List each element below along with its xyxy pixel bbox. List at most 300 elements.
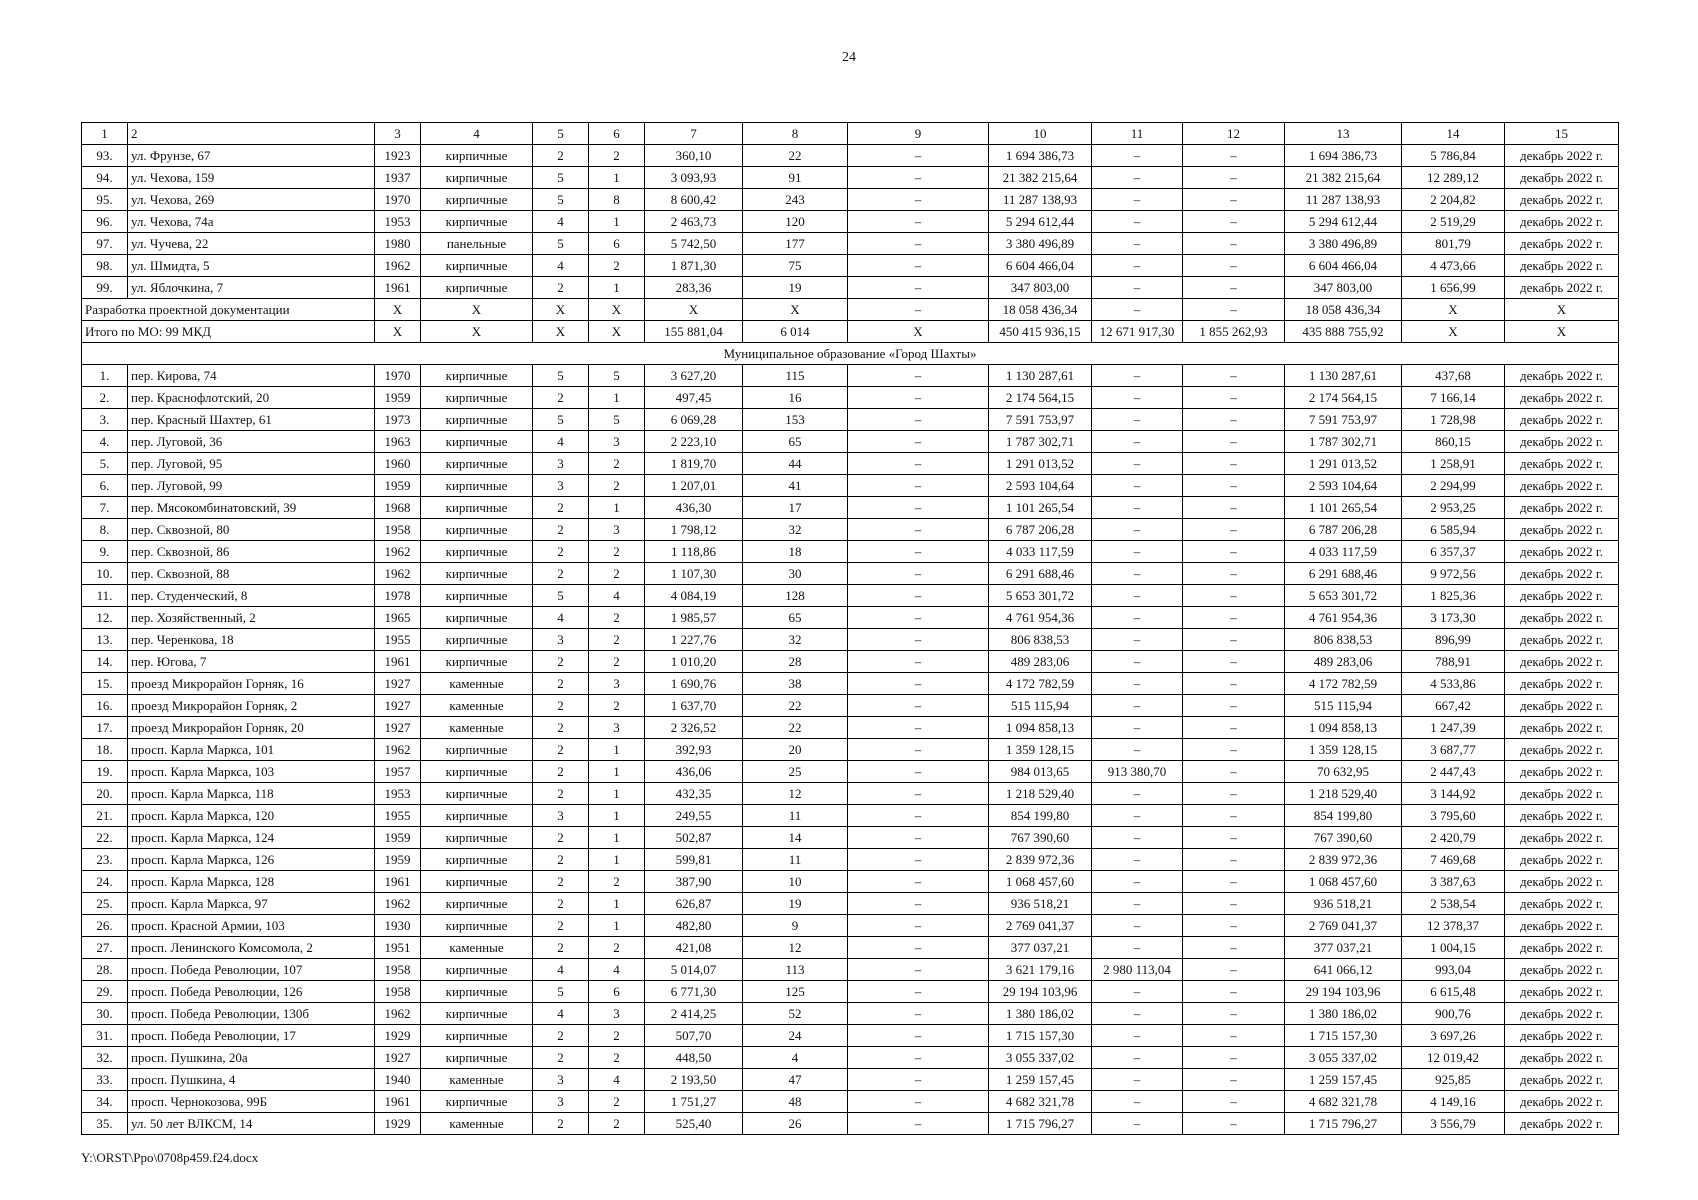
- table-cell-col-15: декабрь 2022 г.: [1505, 893, 1619, 915]
- table-cell-col-6: 2: [589, 937, 645, 959]
- table-cell-col-3: 1959: [375, 387, 421, 409]
- table-cell-col-12: –: [1183, 211, 1285, 233]
- table-cell-col-10: 347 803,00: [989, 277, 1092, 299]
- table-cell-col-15: декабрь 2022 г.: [1505, 387, 1619, 409]
- table-cell-col-1: 98.: [82, 255, 128, 277]
- table-cell-col-1: 5.: [82, 453, 128, 475]
- table-cell-col-3: 1953: [375, 783, 421, 805]
- table-cell-col-13: 11 287 138,93: [1285, 189, 1402, 211]
- table-cell-col-9: –: [848, 607, 989, 629]
- table-cell-col-8: 243: [743, 189, 848, 211]
- table-cell-col-2: пер. Кирова, 74: [128, 365, 375, 387]
- table-cell-col-12: –: [1183, 585, 1285, 607]
- table-cell-col-13: 4 172 782,59: [1285, 673, 1402, 695]
- table-cell-col-11: –: [1092, 827, 1183, 849]
- table-cell-col-3: 1930: [375, 915, 421, 937]
- table-cell-col-5: 2: [533, 849, 589, 871]
- table-cell-col-13: 1 130 287,61: [1285, 365, 1402, 387]
- table-cell-col-1: 12.: [82, 607, 128, 629]
- table-cell-col-5: 2: [533, 717, 589, 739]
- table-cell-col-6: 2: [589, 1025, 645, 1047]
- table-cell-col-2: ул. Фрунзе, 67: [128, 145, 375, 167]
- table-cell-col-1: 16.: [82, 695, 128, 717]
- table-cell-col-13: 2 769 041,37: [1285, 915, 1402, 937]
- table-cell-col-2: ул. Яблочкина, 7: [128, 277, 375, 299]
- table-cell-col-11: –: [1092, 651, 1183, 673]
- table-cell-col-15: декабрь 2022 г.: [1505, 431, 1619, 453]
- table-row: [82, 277, 1619, 299]
- table-row: [82, 651, 1619, 673]
- table-cell: 450 415 936,15: [989, 321, 1092, 343]
- table-cell-col-13: 4 033 117,59: [1285, 541, 1402, 563]
- table-cell-col-11: –: [1092, 607, 1183, 629]
- table-cell-col-10: 1 359 128,15: [989, 739, 1092, 761]
- table-cell-col-3: 1940: [375, 1069, 421, 1091]
- table-cell-col-8: 48: [743, 1091, 848, 1113]
- table-cell-col-2: просп. Красной Армии, 103: [128, 915, 375, 937]
- table-cell-col-6: 2: [589, 453, 645, 475]
- table-cell-col-13: 1 715 796,27: [1285, 1113, 1402, 1135]
- table-cell-col-9: –: [848, 145, 989, 167]
- table-cell-col-6: 1: [589, 783, 645, 805]
- table-cell-col-3: 1978: [375, 585, 421, 607]
- table-cell-col-1: 6.: [82, 475, 128, 497]
- table-cell: X: [589, 321, 645, 343]
- table-cell-col-13: 641 066,12: [1285, 959, 1402, 981]
- table-cell-col-5: 3: [533, 1091, 589, 1113]
- table-row: [82, 563, 1619, 585]
- table-cell-col-3: 1929: [375, 1025, 421, 1047]
- table-cell-col-9: –: [848, 1025, 989, 1047]
- table-cell-col-2: пер. Красный Шахтер, 61: [128, 409, 375, 431]
- table-cell-col-7: 1 010,20: [645, 651, 743, 673]
- table-cell-col-9: –: [848, 255, 989, 277]
- table-cell-col-2: пер. Краснофлотский, 20: [128, 387, 375, 409]
- table-cell-col-14: 6 615,48: [1402, 981, 1505, 1003]
- table-cell-col-2: просп. Победа Революции, 107: [128, 959, 375, 981]
- table-cell-col-11: 2 980 113,04: [1092, 959, 1183, 981]
- table-cell: X: [533, 299, 589, 321]
- table-row: [82, 805, 1619, 827]
- table-cell-col-5: 2: [533, 387, 589, 409]
- table-cell-col-13: 5 653 301,72: [1285, 585, 1402, 607]
- table-cell-col-6: 1: [589, 827, 645, 849]
- table-cell-col-9: –: [848, 871, 989, 893]
- table-cell-col-7: 1 985,57: [645, 607, 743, 629]
- table-cell-col-7: 8 600,42: [645, 189, 743, 211]
- table-cell-col-8: 19: [743, 277, 848, 299]
- table-cell-col-6: 1: [589, 497, 645, 519]
- table-cell-col-14: 5 786,84: [1402, 145, 1505, 167]
- table-cell-col-2: просп. Чернокозова, 99Б: [128, 1091, 375, 1113]
- table-cell-col-15: декабрь 2022 г.: [1505, 717, 1619, 739]
- table-cell-col-6: 6: [589, 981, 645, 1003]
- table-cell: X: [645, 299, 743, 321]
- table-cell: 12 671 917,30: [1092, 321, 1183, 343]
- table-cell-col-4: кирпичные: [421, 959, 533, 981]
- table-cell-col-10: 1 094 858,13: [989, 717, 1092, 739]
- table-cell-col-3: 1961: [375, 871, 421, 893]
- table-cell-col-7: 1 118,86: [645, 541, 743, 563]
- table-cell-col-2: просп. Карла Маркса, 124: [128, 827, 375, 849]
- table-cell-col-4: кирпичные: [421, 563, 533, 585]
- table-cell-col-11: –: [1092, 1069, 1183, 1091]
- table-cell-col-6: 2: [589, 695, 645, 717]
- table-cell-col-8: 41: [743, 475, 848, 497]
- table-cell-col-3: 1962: [375, 255, 421, 277]
- table-cell-col-7: 436,30: [645, 497, 743, 519]
- table-cell-col-5: 5: [533, 189, 589, 211]
- table-cell-col-6: 2: [589, 475, 645, 497]
- table-cell-col-2: пер. Югова, 7: [128, 651, 375, 673]
- table-cell-col-15: декабрь 2022 г.: [1505, 805, 1619, 827]
- municipality-total-row: [82, 321, 1619, 343]
- table-cell-col-12: –: [1183, 233, 1285, 255]
- table-cell-col-13: 1 787 302,71: [1285, 431, 1402, 453]
- table-cell-col-3: 1937: [375, 167, 421, 189]
- table-cell-col-4: кирпичные: [421, 805, 533, 827]
- table-cell-col-3: 1962: [375, 1003, 421, 1025]
- table-cell-col-4: кирпичные: [421, 365, 533, 387]
- table-cell-col-14: 788,91: [1402, 651, 1505, 673]
- table-cell-col-14: 1 247,39: [1402, 717, 1505, 739]
- table-cell-col-1: 30.: [82, 1003, 128, 1025]
- table-cell-col-15: декабрь 2022 г.: [1505, 497, 1619, 519]
- table-cell-col-1: 94.: [82, 167, 128, 189]
- table-cell: 18 058 436,34: [1285, 299, 1402, 321]
- table-cell-col-2: просп. Карла Маркса, 128: [128, 871, 375, 893]
- table-cell-col-15: декабрь 2022 г.: [1505, 783, 1619, 805]
- table-cell-col-9: –: [848, 651, 989, 673]
- table-cell-col-9: –: [848, 189, 989, 211]
- table-cell-col-5: 3: [533, 475, 589, 497]
- table-cell-col-6: 5: [589, 409, 645, 431]
- table-cell-col-10: 5 294 612,44: [989, 211, 1092, 233]
- table-cell-col-13: 6 787 206,28: [1285, 519, 1402, 541]
- table-cell-col-10: 5 653 301,72: [989, 585, 1092, 607]
- table-cell-col-1: 21.: [82, 805, 128, 827]
- table-cell-col-11: –: [1092, 541, 1183, 563]
- table-cell-col-3: 1965: [375, 607, 421, 629]
- table-cell-col-11: –: [1092, 255, 1183, 277]
- table-cell-col-8: 4: [743, 1047, 848, 1069]
- table-row: [82, 915, 1619, 937]
- table-cell-col-6: 1: [589, 211, 645, 233]
- table-cell-col-11: –: [1092, 849, 1183, 871]
- table-cell-col-4: кирпичные: [421, 167, 533, 189]
- table-cell-col-4: кирпичные: [421, 1091, 533, 1113]
- table-cell-col-5: 4: [533, 431, 589, 453]
- table-cell-col-11: –: [1092, 167, 1183, 189]
- table-cell: X: [1402, 299, 1505, 321]
- table-cell-col-9: –: [848, 981, 989, 1003]
- table-cell-col-14: 2 953,25: [1402, 497, 1505, 519]
- table-cell-col-10: 2 174 564,15: [989, 387, 1092, 409]
- table-cell-col-7: 1 819,70: [645, 453, 743, 475]
- table-cell-col-11: –: [1092, 211, 1183, 233]
- table-cell-col-11: –: [1092, 233, 1183, 255]
- table-row: [82, 167, 1619, 189]
- table-cell-col-4: каменные: [421, 1113, 533, 1135]
- table-cell-col-13: 515 115,94: [1285, 695, 1402, 717]
- table-cell-col-10: 377 037,21: [989, 937, 1092, 959]
- table-cell-col-7: 1 227,76: [645, 629, 743, 651]
- table-cell-col-8: 8: [743, 123, 848, 145]
- table-cell-col-11: –: [1092, 453, 1183, 475]
- table-cell-col-3: 1973: [375, 409, 421, 431]
- table-cell-col-14: 3 144,92: [1402, 783, 1505, 805]
- table-cell-col-4: каменные: [421, 1069, 533, 1091]
- table-cell-col-14: 1 004,15: [1402, 937, 1505, 959]
- table-cell-col-12: –: [1183, 1069, 1285, 1091]
- table-cell-col-3: 3: [375, 123, 421, 145]
- table-cell-col-14: 896,99: [1402, 629, 1505, 651]
- table-cell-col-2: пер. Луговой, 99: [128, 475, 375, 497]
- table-cell-col-9: –: [848, 761, 989, 783]
- table-cell-col-11: –: [1092, 695, 1183, 717]
- table-row: [82, 541, 1619, 563]
- table-cell-col-3: 1927: [375, 695, 421, 717]
- table-cell-col-8: 16: [743, 387, 848, 409]
- table-cell-col-7: 525,40: [645, 1113, 743, 1135]
- table-cell-col-9: –: [848, 233, 989, 255]
- table-cell-col-15: декабрь 2022 г.: [1505, 1069, 1619, 1091]
- table-cell-col-8: 18: [743, 541, 848, 563]
- table-cell-col-15: декабрь 2022 г.: [1505, 409, 1619, 431]
- table-cell-col-4: кирпичные: [421, 849, 533, 871]
- table-cell: 435 888 755,92: [1285, 321, 1402, 343]
- table-cell-col-6: 8: [589, 189, 645, 211]
- table-cell: –: [1183, 299, 1285, 321]
- table-cell-col-13: 1 291 013,52: [1285, 453, 1402, 475]
- table-cell-col-6: 1: [589, 277, 645, 299]
- table-cell-col-2: просп. Карла Маркса, 120: [128, 805, 375, 827]
- table-cell-col-2: проезд Микрорайон Горняк, 2: [128, 695, 375, 717]
- table-cell-col-2: пер. Студенческий, 8: [128, 585, 375, 607]
- table-cell-col-1: 26.: [82, 915, 128, 937]
- table-cell-col-13: 1 359 128,15: [1285, 739, 1402, 761]
- table-cell-col-1: 25.: [82, 893, 128, 915]
- table-cell-col-11: –: [1092, 893, 1183, 915]
- table-cell-col-1: 2.: [82, 387, 128, 409]
- table-cell-col-13: 1 380 186,02: [1285, 1003, 1402, 1025]
- table-cell-col-3: 1927: [375, 673, 421, 695]
- table-cell-col-2: ул. Шмидта, 5: [128, 255, 375, 277]
- table-cell-col-1: 28.: [82, 959, 128, 981]
- table-cell-col-14: 6 585,94: [1402, 519, 1505, 541]
- table-cell-col-14: 801,79: [1402, 233, 1505, 255]
- table-cell-col-6: 3: [589, 673, 645, 695]
- table-cell-col-1: 10.: [82, 563, 128, 585]
- table-cell-col-8: 10: [743, 871, 848, 893]
- table-cell-col-8: 128: [743, 585, 848, 607]
- table-cell-col-14: 2 294,99: [1402, 475, 1505, 497]
- table-cell-col-8: 32: [743, 519, 848, 541]
- table-cell-col-7: 1 637,70: [645, 695, 743, 717]
- table-cell-col-13: 347 803,00: [1285, 277, 1402, 299]
- table-cell-col-13: 489 283,06: [1285, 651, 1402, 673]
- table-cell-col-15: декабрь 2022 г.: [1505, 1113, 1619, 1135]
- table-cell: X: [375, 299, 421, 321]
- table-cell-col-5: 2: [533, 915, 589, 937]
- table-cell-col-2: просп. Победа Революции, 130б: [128, 1003, 375, 1025]
- table-cell-col-7: 1 871,30: [645, 255, 743, 277]
- table-cell-col-15: декабрь 2022 г.: [1505, 277, 1619, 299]
- table-cell: X: [589, 299, 645, 321]
- table-cell-col-2: проезд Микрорайон Горняк, 16: [128, 673, 375, 695]
- table-cell-col-6: 2: [589, 541, 645, 563]
- table-cell-col-2: просп. Ленинского Комсомола, 2: [128, 937, 375, 959]
- table-cell-col-12: –: [1183, 717, 1285, 739]
- table-cell-col-6: 6: [589, 123, 645, 145]
- table-cell-col-8: 65: [743, 431, 848, 453]
- table-cell-col-7: 249,55: [645, 805, 743, 827]
- table-cell-col-9: –: [848, 849, 989, 871]
- table-cell-col-12: –: [1183, 937, 1285, 959]
- table-cell-col-1: 4.: [82, 431, 128, 453]
- table-cell-col-12: –: [1183, 167, 1285, 189]
- table-cell-col-11: –: [1092, 519, 1183, 541]
- table-cell-col-5: 2: [533, 1025, 589, 1047]
- table-cell-col-10: 2 769 041,37: [989, 915, 1092, 937]
- table-cell-col-12: –: [1183, 695, 1285, 717]
- table-cell-col-4: кирпичные: [421, 761, 533, 783]
- table-cell-col-1: 29.: [82, 981, 128, 1003]
- table-cell-col-13: 2 839 972,36: [1285, 849, 1402, 871]
- table-cell-col-8: 113: [743, 959, 848, 981]
- table-cell-col-10: 10: [989, 123, 1092, 145]
- table-cell-col-13: 1 694 386,73: [1285, 145, 1402, 167]
- table-cell-col-14: 993,04: [1402, 959, 1505, 981]
- table-cell-col-13: 806 838,53: [1285, 629, 1402, 651]
- table-cell-col-15: декабрь 2022 г.: [1505, 519, 1619, 541]
- table-cell-col-5: 2: [533, 541, 589, 563]
- table-cell-col-1: 99.: [82, 277, 128, 299]
- table-cell-col-2: ул. Чехова, 269: [128, 189, 375, 211]
- table-row: [82, 959, 1619, 981]
- table-cell-col-8: 9: [743, 915, 848, 937]
- table-cell-col-13: 4 761 954,36: [1285, 607, 1402, 629]
- table-cell-col-11: –: [1092, 1091, 1183, 1113]
- table-cell-col-8: 44: [743, 453, 848, 475]
- table-cell-col-4: панельные: [421, 233, 533, 255]
- table-row: [82, 981, 1619, 1003]
- table-cell-col-15: декабрь 2022 г.: [1505, 761, 1619, 783]
- table-cell-col-11: –: [1092, 1113, 1183, 1135]
- table-cell-col-10: 767 390,60: [989, 827, 1092, 849]
- table-row: [82, 1069, 1619, 1091]
- table-cell-col-6: 6: [589, 233, 645, 255]
- table-cell-col-6: 1: [589, 915, 645, 937]
- table-cell-col-1: 32.: [82, 1047, 128, 1069]
- table-cell-col-6: 4: [589, 585, 645, 607]
- table-cell-col-15: декабрь 2022 г.: [1505, 585, 1619, 607]
- file-path-footer: Y:\ORST\Ppo\0708p459.f24.docx: [81, 1150, 259, 1165]
- table-cell-col-11: –: [1092, 981, 1183, 1003]
- table-cell-col-11: –: [1092, 387, 1183, 409]
- table-cell-col-7: 387,90: [645, 871, 743, 893]
- table-cell-col-8: 28: [743, 651, 848, 673]
- table-cell-col-5: 5: [533, 123, 589, 145]
- table-cell-col-10: 1 715 157,30: [989, 1025, 1092, 1047]
- table-cell-col-8: 125: [743, 981, 848, 1003]
- table-cell-col-15: декабрь 2022 г.: [1505, 827, 1619, 849]
- table-cell-col-12: –: [1183, 277, 1285, 299]
- table-cell-col-7: 421,08: [645, 937, 743, 959]
- table-cell-col-2: просп. Карла Маркса, 118: [128, 783, 375, 805]
- table-cell-col-7: 2 414,25: [645, 1003, 743, 1025]
- table-cell-col-10: 6 291 688,46: [989, 563, 1092, 585]
- table-cell-col-13: 70 632,95: [1285, 761, 1402, 783]
- table-cell-col-7: 2 193,50: [645, 1069, 743, 1091]
- table-cell-col-6: 1: [589, 167, 645, 189]
- table-cell-col-9: –: [848, 937, 989, 959]
- table-cell-col-8: 22: [743, 717, 848, 739]
- table-cell-col-5: 4: [533, 211, 589, 233]
- table-cell-col-4: кирпичные: [421, 629, 533, 651]
- table-cell-col-13: 21 382 215,64: [1285, 167, 1402, 189]
- table-cell-col-9: –: [848, 1069, 989, 1091]
- table-cell-col-14: 925,85: [1402, 1069, 1505, 1091]
- table-cell-col-1: 13.: [82, 629, 128, 651]
- table-cell-col-9: –: [848, 739, 989, 761]
- table-cell-col-14: 4 533,86: [1402, 673, 1505, 695]
- table-cell-col-8: 120: [743, 211, 848, 233]
- table-cell-col-5: 2: [533, 937, 589, 959]
- table-cell-col-10: 6 787 206,28: [989, 519, 1092, 541]
- table-cell-col-3: 1961: [375, 277, 421, 299]
- table-cell-col-10: 3 055 337,02: [989, 1047, 1092, 1069]
- table-cell-col-3: 1955: [375, 629, 421, 651]
- table-cell-col-5: 5: [533, 167, 589, 189]
- table-cell-col-1: 31.: [82, 1025, 128, 1047]
- table-cell-col-4: кирпичные: [421, 409, 533, 431]
- table-cell-col-4: кирпичные: [421, 1003, 533, 1025]
- table-cell-col-7: 1 207,01: [645, 475, 743, 497]
- table-cell-col-8: 32: [743, 629, 848, 651]
- table-cell-col-11: –: [1092, 915, 1183, 937]
- table-cell-col-3: 1958: [375, 981, 421, 1003]
- table-cell-col-9: –: [848, 959, 989, 981]
- table-cell-col-11: –: [1092, 1003, 1183, 1025]
- table-cell-col-8: 75: [743, 255, 848, 277]
- table-cell-col-5: 5: [533, 585, 589, 607]
- table-cell-col-10: 2 593 104,64: [989, 475, 1092, 497]
- table-cell-col-4: каменные: [421, 717, 533, 739]
- table-cell-col-4: кирпичные: [421, 871, 533, 893]
- table-cell-col-7: 1 798,12: [645, 519, 743, 541]
- table-cell-col-1: 27.: [82, 937, 128, 959]
- table-row: [82, 893, 1619, 915]
- table-cell-col-10: 1 130 287,61: [989, 365, 1092, 387]
- table-cell-col-12: –: [1183, 673, 1285, 695]
- table-cell-col-7: 432,35: [645, 783, 743, 805]
- table-cell: 6 014: [743, 321, 848, 343]
- table-cell-col-1: 96.: [82, 211, 128, 233]
- table-cell-col-4: кирпичные: [421, 981, 533, 1003]
- row-label: Разработка проектной документации: [82, 299, 375, 321]
- table-cell-col-12: –: [1183, 893, 1285, 915]
- table-cell-col-9: –: [848, 1003, 989, 1025]
- table-cell-col-11: –: [1092, 409, 1183, 431]
- table-cell-col-2: 2: [128, 123, 375, 145]
- table-cell-col-12: –: [1183, 651, 1285, 673]
- table-row: [82, 607, 1619, 629]
- table-cell-col-5: 3: [533, 805, 589, 827]
- table-cell-col-3: 1961: [375, 1091, 421, 1113]
- table-cell-col-2: пер. Луговой, 95: [128, 453, 375, 475]
- table-row: [82, 761, 1619, 783]
